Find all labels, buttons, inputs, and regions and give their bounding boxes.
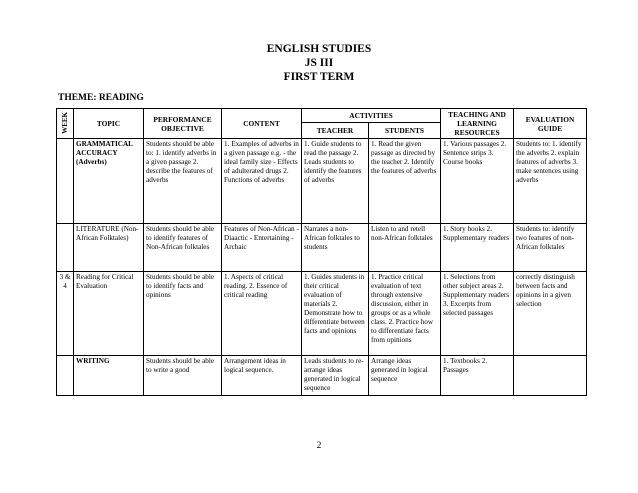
header-row-1: [57, 109, 587, 123]
objective-header: PERFORMANCE OBJECTIVE: [144, 109, 222, 139]
teacher-header: TEACHER: [302, 122, 369, 138]
objective-cell: Students should be able to write a good: [144, 356, 222, 396]
teacher-activity-cell: Narrates a non-African folktales to students: [302, 224, 369, 272]
subject-title: ENGLISH STUDIES: [266, 43, 372, 55]
resources-cell: 1. Various passages 2. Sentence strips 3. Course books: [441, 139, 514, 224]
evaluation-header: EVALUATION GUIDE: [514, 109, 587, 139]
topic-cell: Reading for Critical Evaluation: [74, 272, 144, 356]
resources-cell: 1. Story books 2. Supplementary readers: [441, 224, 514, 272]
content-cell: 1. Aspects of critical reading. 2. Essence of critical reading: [222, 272, 302, 356]
students-activity-cell: 1. Read the given passage as directed by the teacher 2. Identify the features of adverbs: [369, 139, 441, 224]
theme-label: THEME: READING: [58, 93, 144, 103]
topic-cell: GRAMMATICAL ACCURACY (Adverbs): [74, 139, 144, 224]
evaluation-cell: correctly distinguish between facts and opinions in a given selection: [514, 272, 587, 356]
table-row: [57, 139, 587, 224]
students-header: STUDENTS: [369, 122, 441, 138]
objective-cell: Students should be able to identify facts and opinions: [144, 272, 222, 356]
week-cell: 3 & 4: [57, 272, 74, 356]
content-cell: Arrangement ideas in logical sequence.: [222, 356, 302, 396]
activities-header: ACTIVITIES: [302, 109, 441, 123]
table-row: [57, 272, 587, 356]
table-row: [57, 356, 587, 396]
students-activity-cell: Listen to and retell non-African folktales: [369, 224, 441, 272]
evaluation-cell: Students to: 1. identify the adverbs 2. explain features of adverbs 3. make sentences using adverbs: [514, 139, 587, 224]
resources-header: TEACHING AND LEARNING RESOURCES: [441, 109, 514, 139]
students-activity-cell: 1. Practice critical evaluation of text through extensive discussion, either in groups or as a whole class. 2. Practice how to differentiate facts from opinions: [369, 272, 441, 356]
evaluation-cell: [514, 356, 587, 396]
topic-header: TOPIC: [74, 109, 144, 139]
students-activity-cell: Arrange ideas generated in logical sequence: [369, 356, 441, 396]
table-row: [57, 224, 587, 272]
week-header: WEEK: [57, 109, 74, 139]
week-cell: [57, 139, 74, 224]
scheme-table: [56, 108, 587, 396]
teacher-activity-cell: 1. Guide students to read the passage 2. Leads students to identify the features of adverbs: [302, 139, 369, 224]
teacher-activity-cell: 1. Guides students in their critical evaluation of materials 2. Demonstrate how to differentiate between facts and opinions: [302, 272, 369, 356]
teacher-activity-cell: Leads students to re-arrange ideas generated in logical sequence: [302, 356, 369, 396]
resources-cell: 1. Selections from other subject areas 2. Supplementary readers 3. Excerpts from selected passages: [441, 272, 514, 356]
topic-cell: WRITING: [74, 356, 144, 396]
week-cell: [57, 356, 74, 396]
topic-cell: LITERATURE (Non-African Folktales): [74, 224, 144, 272]
week-cell: [57, 224, 74, 272]
content-cell: 1. Examples of adverbs in a given passage e.g. - the ideal family size - Effects of adulterated drugs 2. Functions of adverbs: [222, 139, 302, 224]
term-title: FIRST TERM: [283, 71, 355, 83]
page-number: 2: [316, 441, 322, 451]
resources-cell: 1. Textbooks 2. Passages: [441, 356, 514, 396]
content-header: CONTENT: [222, 109, 302, 139]
class-title: JS III: [304, 57, 334, 69]
evaluation-cell: Students to: identify two features of non-African folktales: [514, 224, 587, 272]
objective-cell: Students should be able to identify features of Non-African folktales: [144, 224, 222, 272]
objective-cell: Students should be able to: 1. identify adverbs in a given passage 2. describe the features of adverbs: [144, 139, 222, 224]
content-cell: Features of Non-African - Diaactic - Entertaining - Archaic: [222, 224, 302, 272]
